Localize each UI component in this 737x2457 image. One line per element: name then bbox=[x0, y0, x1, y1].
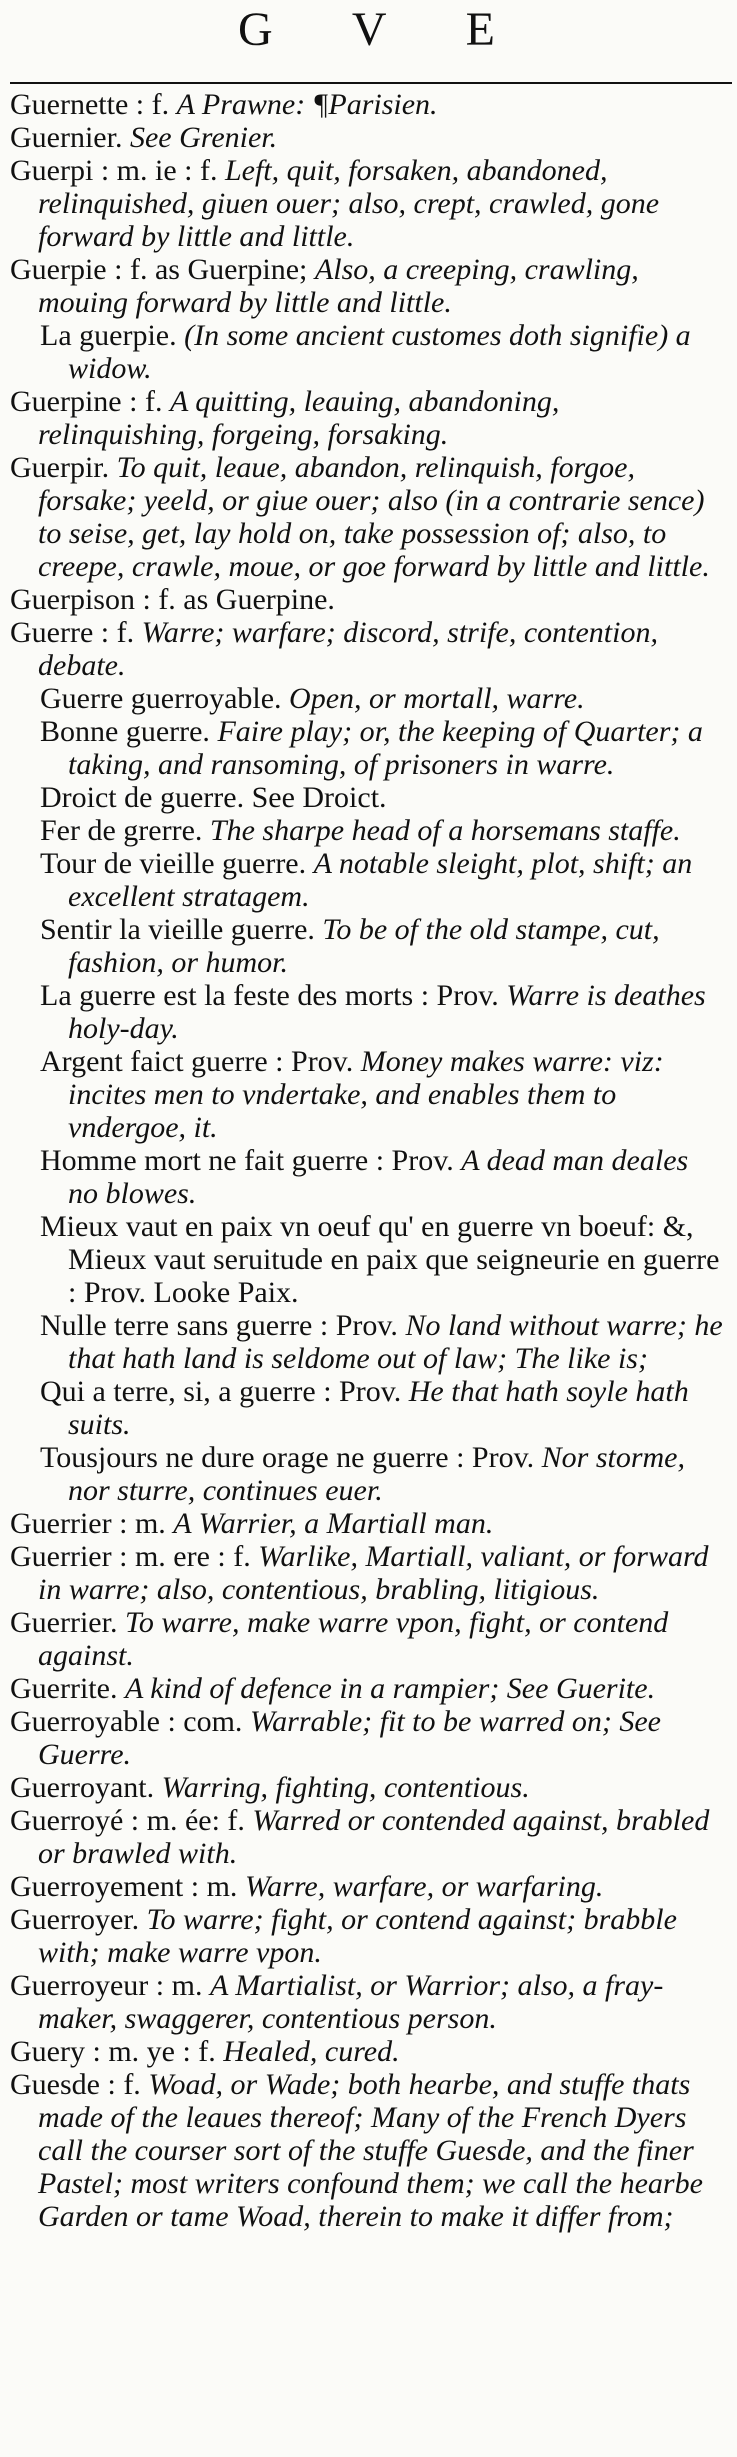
dictionary-entry bbox=[10, 2035, 725, 2068]
entry-definition: Warrable; fit to be warred on; See Guerre. bbox=[38, 1705, 662, 1771]
entry-definition: To be of the old stampe, cut, fashion, or humor. bbox=[68, 913, 660, 979]
header-rule bbox=[10, 82, 732, 84]
dictionary-entry bbox=[10, 781, 725, 814]
entry-grammar: : Prov. bbox=[323, 1375, 402, 1408]
entry-headword: Guerpie bbox=[10, 253, 107, 286]
entry-definition: A Prawne: ¶Parisien. bbox=[176, 88, 438, 121]
entry-definition: See Grenier. bbox=[129, 121, 278, 154]
entry-grammar: : f. bbox=[107, 2068, 141, 2101]
entry-headword: Mieux vaut en paix vn oeuf qu' en guerre vn boeuf: &, Mieux vaut seruitude en paix que seigneurie en guerre bbox=[40, 1210, 720, 1276]
entry-headword: Guerpi bbox=[10, 154, 94, 187]
entry-headword: Bonne guerre. bbox=[40, 715, 210, 748]
entry-definition: Warre; warfare; discord, strife, contention, debate. bbox=[38, 616, 658, 682]
dictionary-entry bbox=[10, 1969, 725, 2035]
entry-headword: Guernier. bbox=[10, 121, 123, 154]
entry-grammar: : m. ere : f. bbox=[119, 1540, 251, 1573]
entry-headword: Guerpison bbox=[10, 583, 135, 616]
entry-grammar: : m. ye : f. bbox=[92, 2035, 216, 2068]
entry-headword: Fer de grerre. bbox=[40, 814, 203, 847]
entry-headword: Guerroyant. bbox=[10, 1771, 155, 1804]
entry-definition: To warre, make warre vpon, fight, or contend against. bbox=[38, 1606, 669, 1672]
entry-grammar: : f. as Guerpine; bbox=[114, 253, 308, 286]
dictionary-entry bbox=[10, 253, 725, 319]
entry-headword: Guerroyé bbox=[10, 1804, 124, 1837]
entry-grammar: : m. bbox=[119, 1507, 166, 1540]
dictionary-entry bbox=[10, 1771, 725, 1804]
entry-definition: Warre, warfare, or warfaring. bbox=[244, 1870, 604, 1903]
entry-headword: Nulle terre sans guerre bbox=[40, 1309, 313, 1342]
entry-definition: Money makes warre: viz: incites men to vndertake, and enables them to vndergoe, it. bbox=[68, 1045, 664, 1144]
dictionary-entry bbox=[10, 682, 725, 715]
entry-grammar: : Prov. bbox=[275, 1045, 354, 1078]
entry-definition: No land without warre; he that hath land is seldome out of law; The like is; bbox=[68, 1309, 723, 1375]
entry-headword: Guerre bbox=[10, 616, 94, 649]
entry-grammar: : m. ie : f. bbox=[100, 154, 218, 187]
dictionary-entry bbox=[10, 1309, 725, 1375]
entry-headword: Homme mort ne fait guerre bbox=[40, 1144, 369, 1177]
entry-headword: Guerrier bbox=[10, 1540, 112, 1573]
entry-definition: Left, quit, forsaken, abandoned, relinquished, giuen ouer; also, crept, crawled, gone forward by little and little. bbox=[38, 154, 660, 253]
entry-headword: Tour de vieille guerre. bbox=[40, 847, 307, 880]
entry-definition: Woad, or Wade; both hearbe, and stuffe thats made of the leaues thereof; Many of the French Dyers call the courser sort of the stuffe Guesde, and the finer Pastel; most writers confound them; we call the hearbe Garden or tame Woad, therein to make it differ from; bbox=[38, 2068, 703, 2233]
entry-headword: Guerroyable bbox=[10, 1705, 160, 1738]
dictionary-entry bbox=[10, 913, 725, 979]
dictionary-entry bbox=[10, 1870, 725, 1903]
entry-definition: A Martialist, or Warrior; also, a fray-maker, swaggerer, contentious person. bbox=[38, 1969, 664, 2035]
entry-definition: To quit, leaue, abandon, relinquish, forgoe, forsake; yeeld, or giue ouer; also (in a contrarie sence) to seise, get, lay hold on, take possession of; also, to creepe, crawle, moue, or goe forward by little and little. bbox=[38, 451, 710, 583]
entry-definition: Also, a creeping, crawling, mouing forward by little and little. bbox=[38, 253, 639, 319]
entry-headword: Guerre guerroyable. bbox=[40, 682, 282, 715]
entry-definition: The sharpe head of a horsemans staffe. bbox=[209, 814, 681, 847]
page-header-title: G V E bbox=[238, 3, 529, 56]
entry-grammar: : f. bbox=[129, 385, 163, 418]
dictionary-entry bbox=[10, 979, 725, 1045]
entry-definition: A notable sleight, plot, shift; an excellent stratagem. bbox=[68, 847, 693, 913]
dictionary-entry bbox=[10, 451, 725, 583]
entry-definition: To warre; fight, or contend against; brabble with; make warre vpon. bbox=[38, 1903, 677, 1969]
dictionary-entry bbox=[10, 1375, 725, 1441]
entry-headword: Guerrite. bbox=[10, 1672, 118, 1705]
entry-grammar: : com. bbox=[167, 1705, 243, 1738]
entry-headword: Sentir la vieille guerre. bbox=[40, 913, 315, 946]
entry-grammar: : Prov. bbox=[319, 1309, 398, 1342]
dictionary-entries bbox=[10, 88, 725, 2233]
dictionary-entry bbox=[10, 1672, 725, 1705]
dictionary-entry bbox=[10, 583, 725, 616]
dictionary-entry bbox=[10, 814, 725, 847]
entry-headword: Guerroyement bbox=[10, 1870, 184, 1903]
dictionary-entry bbox=[10, 1804, 725, 1870]
entry-definition: A Warrier, a Martiall man. bbox=[173, 1507, 494, 1540]
entry-definition: A kind of defence in a rampier; See Guerite. bbox=[124, 1672, 656, 1705]
dictionary-entry bbox=[10, 1144, 725, 1210]
dictionary-entry bbox=[10, 847, 725, 913]
entry-grammar: : Prov. Looke Paix. bbox=[68, 1276, 299, 1309]
entry-definition: A dead man deales no blowes. bbox=[68, 1144, 689, 1210]
dictionary-entry bbox=[10, 1540, 725, 1606]
dictionary-entry bbox=[10, 1210, 725, 1309]
entry-grammar: : f. as Guerpine. bbox=[142, 583, 335, 616]
entry-definition: (In some ancient customes doth signifie) a widow. bbox=[68, 319, 691, 385]
entry-definition: Warlike, Martiall, valiant, or forward in warre; also, contentious, brabling, litigious. bbox=[38, 1540, 709, 1606]
dictionary-entry bbox=[10, 88, 725, 121]
entry-headword: Qui a terre, si, a guerre bbox=[40, 1375, 316, 1408]
entry-headword: Guesde bbox=[10, 2068, 100, 2101]
entry-headword: Argent faict guerre bbox=[40, 1045, 268, 1078]
dictionary-entry bbox=[10, 121, 725, 154]
entry-headword: Guerpir. bbox=[10, 451, 110, 484]
dictionary-entry bbox=[10, 715, 725, 781]
entry-definition: Nor storme, nor sturre, continues euer. bbox=[68, 1441, 685, 1507]
entry-definition: Faire play; or, the keeping of Quarter; a taking, and ransoming, of prisoners in warre. bbox=[68, 715, 703, 781]
running-head bbox=[0, 0, 737, 68]
entry-definition: Healed, cured. bbox=[223, 2035, 400, 2068]
entry-grammar: : Prov. bbox=[420, 979, 499, 1012]
entry-headword: La guerre est la feste des morts bbox=[40, 979, 414, 1012]
entry-headword: Tousjours ne dure orage ne guerre bbox=[40, 1441, 449, 1474]
entry-grammar: : m. bbox=[190, 1870, 238, 1903]
entry-grammar: See Droict. bbox=[251, 781, 387, 814]
entry-headword: Guerpine bbox=[10, 385, 122, 418]
entry-definition: He that hath soyle hath suits. bbox=[68, 1375, 689, 1441]
entry-grammar: : m. bbox=[155, 1969, 203, 2002]
entry-headword: Droict de guerre. bbox=[40, 781, 245, 814]
dictionary-entry bbox=[10, 1705, 725, 1771]
entry-grammar: : Prov. bbox=[456, 1441, 535, 1474]
entry-grammar: : Prov. bbox=[375, 1144, 454, 1177]
entry-definition: A quitting, leauing, abandoning, relinquishing, forgeing, forsaking. bbox=[38, 385, 560, 451]
entry-definition: Warre is deathes holy-day. bbox=[68, 979, 706, 1045]
entry-headword: La guerpie. bbox=[40, 319, 177, 352]
entry-headword: Guernette bbox=[10, 88, 129, 121]
dictionary-entry bbox=[10, 616, 725, 682]
entry-headword: Guerrier. bbox=[10, 1606, 118, 1639]
entry-grammar: : f. bbox=[135, 88, 170, 121]
entry-grammar: : m. ée: f. bbox=[130, 1804, 245, 1837]
entry-grammar: : f. bbox=[100, 616, 135, 649]
dictionary-entry bbox=[10, 1441, 725, 1507]
dictionary-entry bbox=[10, 1903, 725, 1969]
entry-definition: Open, or mortall, warre. bbox=[289, 682, 585, 715]
entry-definition: Warring, fighting, contentious. bbox=[161, 1771, 530, 1804]
dictionary-entry bbox=[10, 1045, 725, 1144]
entry-headword: Guerroyeur bbox=[10, 1969, 149, 2002]
entry-definition: Warred or contended against, brabled or brawled with. bbox=[38, 1804, 710, 1870]
dictionary-entry bbox=[10, 385, 725, 451]
entry-headword: Guerrier bbox=[10, 1507, 112, 1540]
dictionary-entry bbox=[10, 2068, 725, 2233]
dictionary-entry bbox=[10, 154, 725, 253]
entry-headword: Guery bbox=[10, 2035, 85, 2068]
entry-headword: Guerroyer. bbox=[10, 1903, 140, 1936]
dictionary-entry bbox=[10, 1507, 725, 1540]
dictionary-entry bbox=[10, 319, 725, 385]
dictionary-entry bbox=[10, 1606, 725, 1672]
